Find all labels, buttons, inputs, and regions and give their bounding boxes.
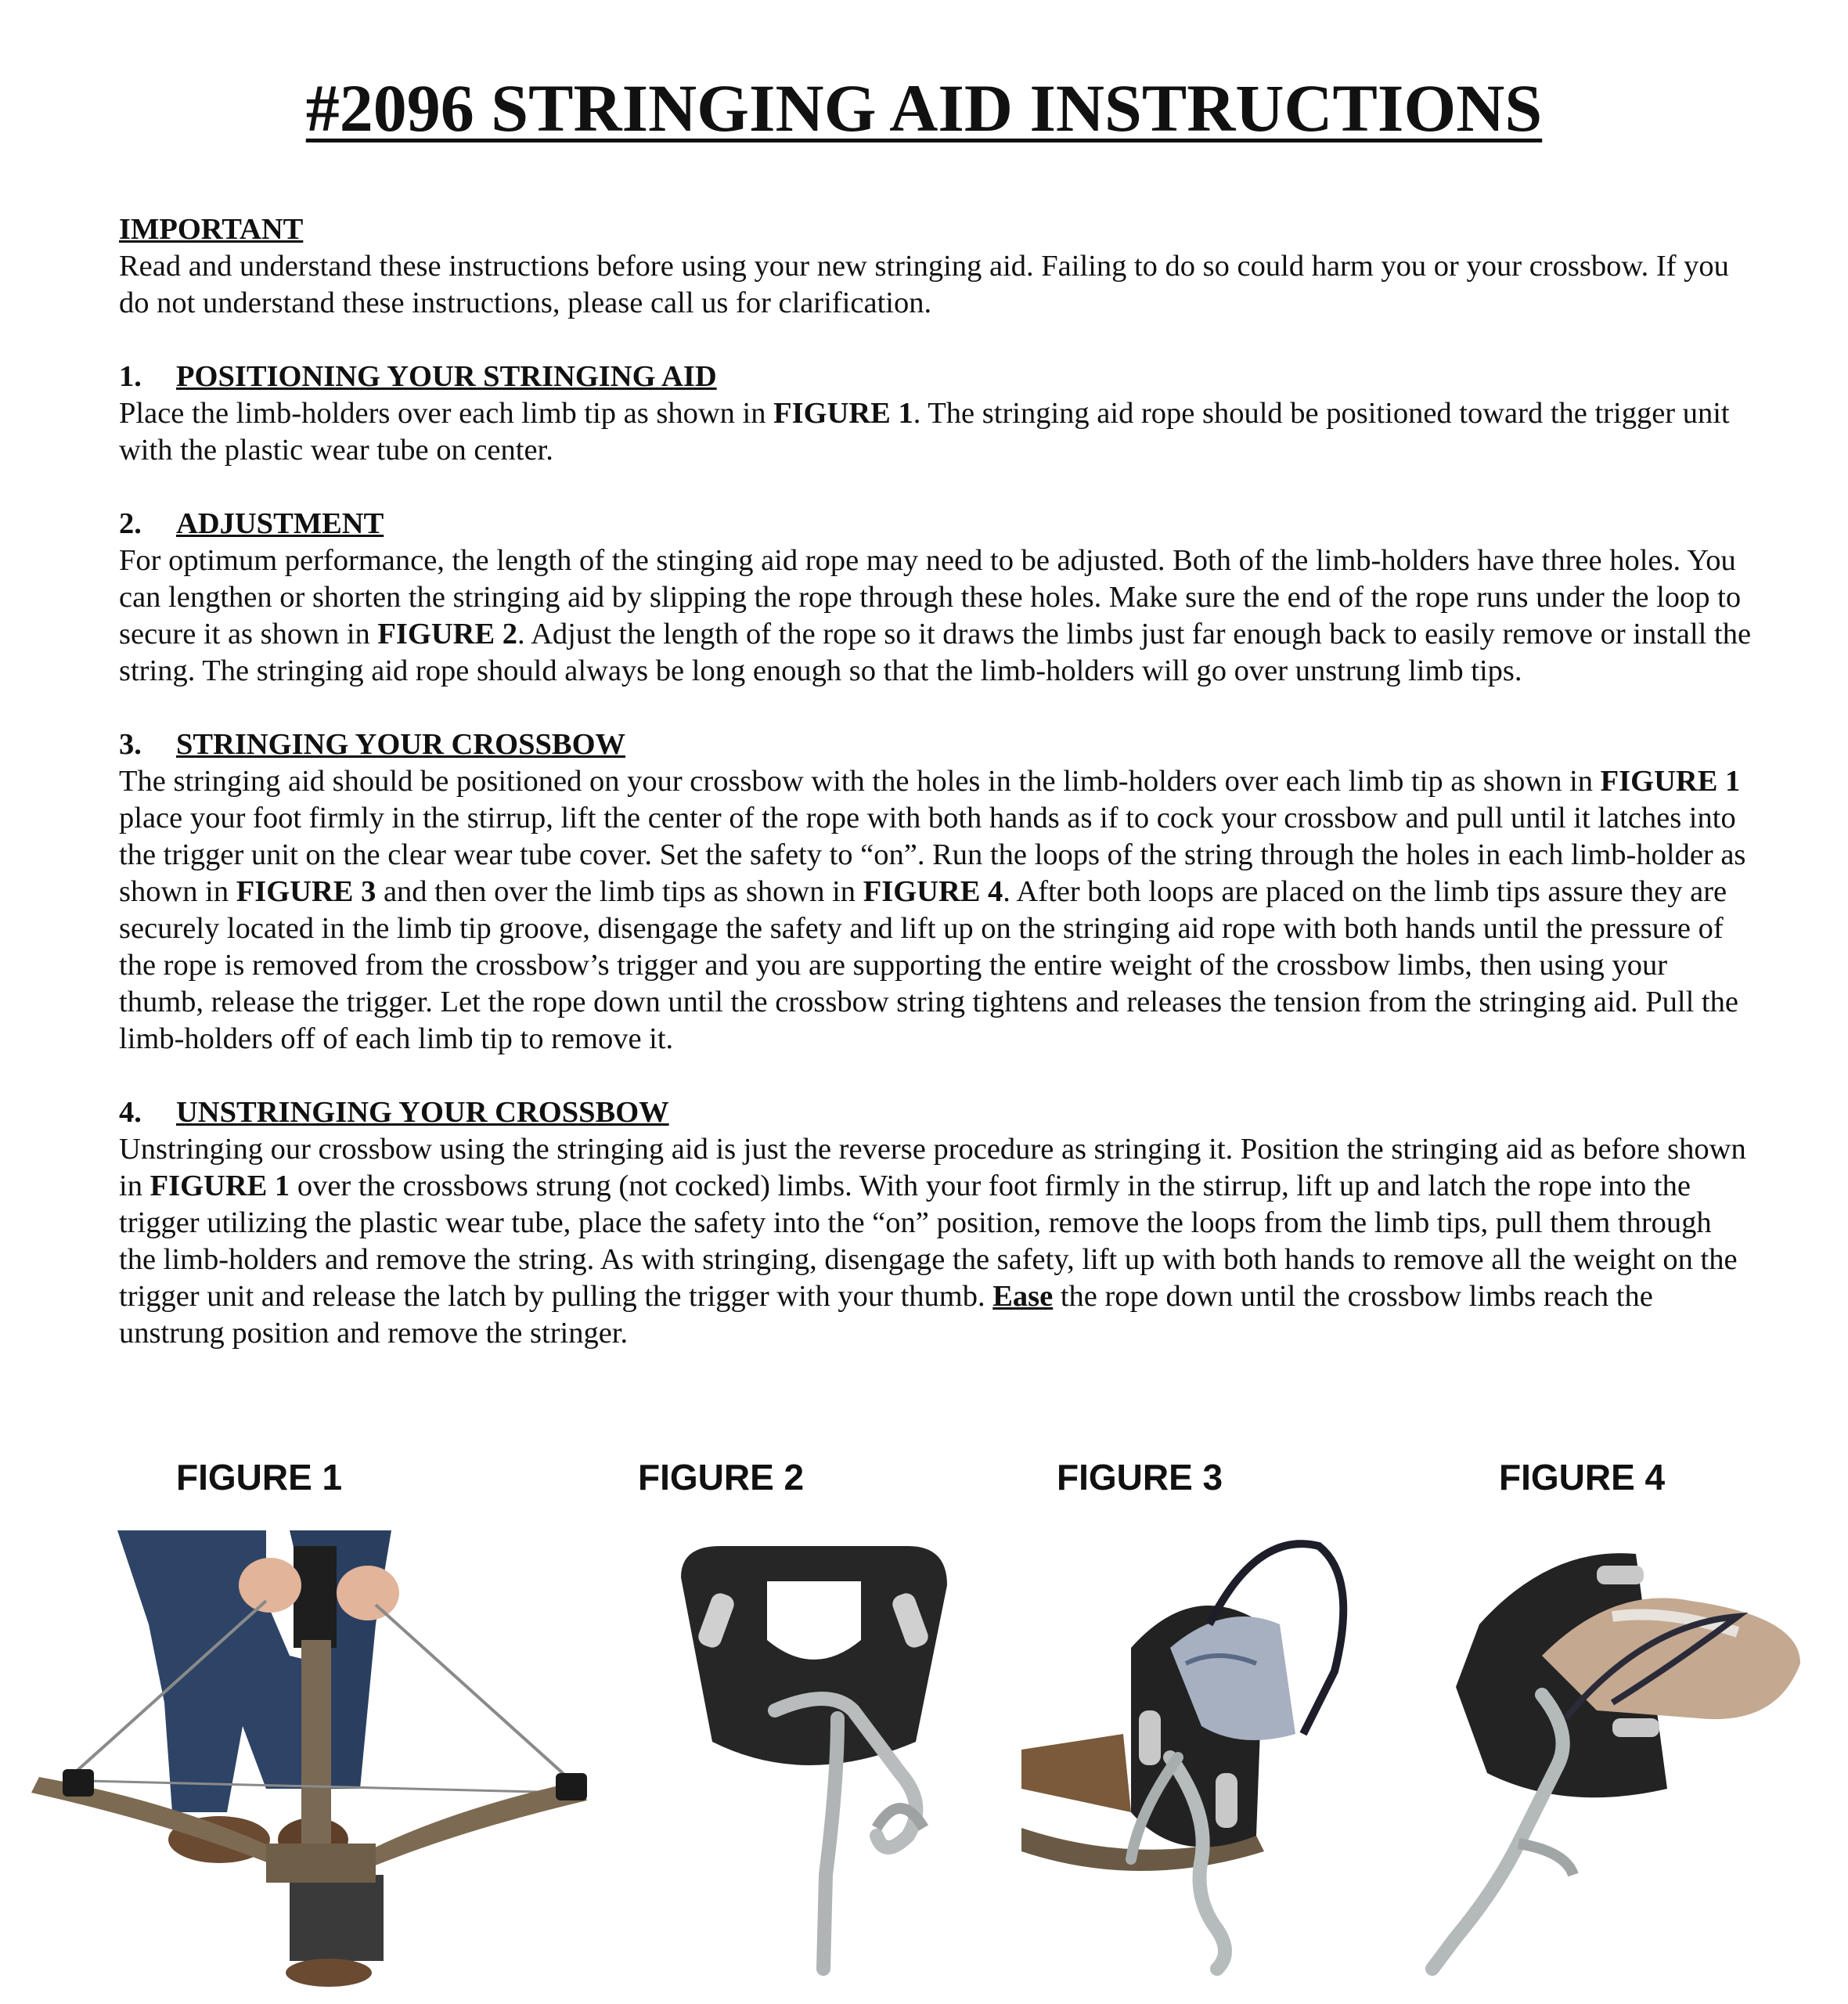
section-text: For optimum performance, the length of the stinging aid rope may need to be adjusted. Both of the limb-holders have three holes. You can lengthen or shorten the stringing aid by slipping the rope through these holes. Make sure the end of the rope runs under the loop to secure it as shown in FIGURE 2. Adjust the length of the rope so it draws the limbs just far enough back to easily remove or install the string. The stringing aid rope should always be long enough so that the limb-holders will go over unstrung limb tips. — [119, 544, 1752, 687]
section-unstringing — [119, 1094, 1755, 1352]
section-adjustment — [119, 506, 1755, 690]
figure-1-crossbow-photo — [31, 1530, 595, 2000]
section-heading: 4. UNSTRINGING YOUR CROSSBOW — [119, 1096, 669, 1129]
instructions-body — [119, 211, 1755, 1389]
section-heading: 3. STRINGING YOUR CROSSBOW — [119, 728, 626, 761]
page-title: #2096 STRINGING AID INSTRUCTIONS — [305, 70, 1543, 146]
section-positioning — [119, 359, 1755, 469]
section-text: The stringing aid should be positioned on your crossbow with the holes in the limb-holders over each limb tip as shown in FIGURE 1 place your foot firmly in the stirrup, lift the center of the rope with both hands as if to cock your crossbow and pull until it latches into the trigger unit on the clear wear tube cover. Set the safety to “on”. Run the loops of the string through the holes in each limb-holder as shown in FIGURE 3 and then over the limb tips as shown in FIGURE 4. After both loops are placed on the limb tips assure they are securely located in the limb tip groove, disengage the safety and lift up on the stringing aid rope with both hands until the pressure of the rope is removed from the crossbow’s trigger and you are supporting the entire weight of the crossbow limbs, then using your thumb, release the trigger. Let the rope down until the crossbow string tightens and releases the tension from the stringing aid. Pull the limb-holders off of each limb tip to remove it. — [119, 765, 1746, 1055]
important-text: Read and understand these instructions before using your new stringing aid. Failing to do so could harm you or your crossbow. If you do not understand these instructions, please call us for clarification. — [119, 250, 1729, 319]
section-heading: 1. POSITIONING YOUR STRINGING AID — [119, 360, 717, 393]
figure-4-loop-over-limb-tip-photo — [1409, 1530, 1816, 2000]
figure-2-label: FIGURE 2 — [638, 1457, 805, 1498]
important-section — [119, 211, 1755, 322]
section-stringing — [119, 726, 1755, 1058]
section-text: Unstringing our crossbow using the stringing aid is just the reverse procedure as stringing it. Position the stringing aid as before shown in FIGURE 1 over the crossbows strung (not cocked) limbs. With your foot firmly in the stirrup, lift up and latch the rope into the trigger utilizing the plastic wear tube, place the safety into the “on” position, remove the loops from the limb tips, pull them through the limb-holders and remove the string. As with stringing, disengage the safety, lift up with both hands to remove all the weight on the trigger unit and release the latch by pulling the trigger with your thumb. Ease the rope down until the crossbow limbs reach the unstrung position and remove the stringer. — [119, 1133, 1746, 1350]
figure-3-label: FIGURE 3 — [1057, 1457, 1223, 1498]
figure-2-limb-holder-photo — [650, 1530, 978, 2000]
section-text: Place the limb-holders over each limb tip as shown in FIGURE 1. The stringing aid rope should be positioned toward the trigger unit with the plastic wear tube on center. — [119, 397, 1730, 467]
important-heading: IMPORTANT — [119, 213, 304, 246]
figure-4-label: FIGURE 4 — [1499, 1457, 1666, 1498]
section-heading: 2. ADJUSTMENT — [119, 507, 384, 540]
figure-3-loop-through-holder-photo — [1021, 1530, 1389, 2000]
figure-1-label: FIGURE 1 — [176, 1457, 343, 1498]
